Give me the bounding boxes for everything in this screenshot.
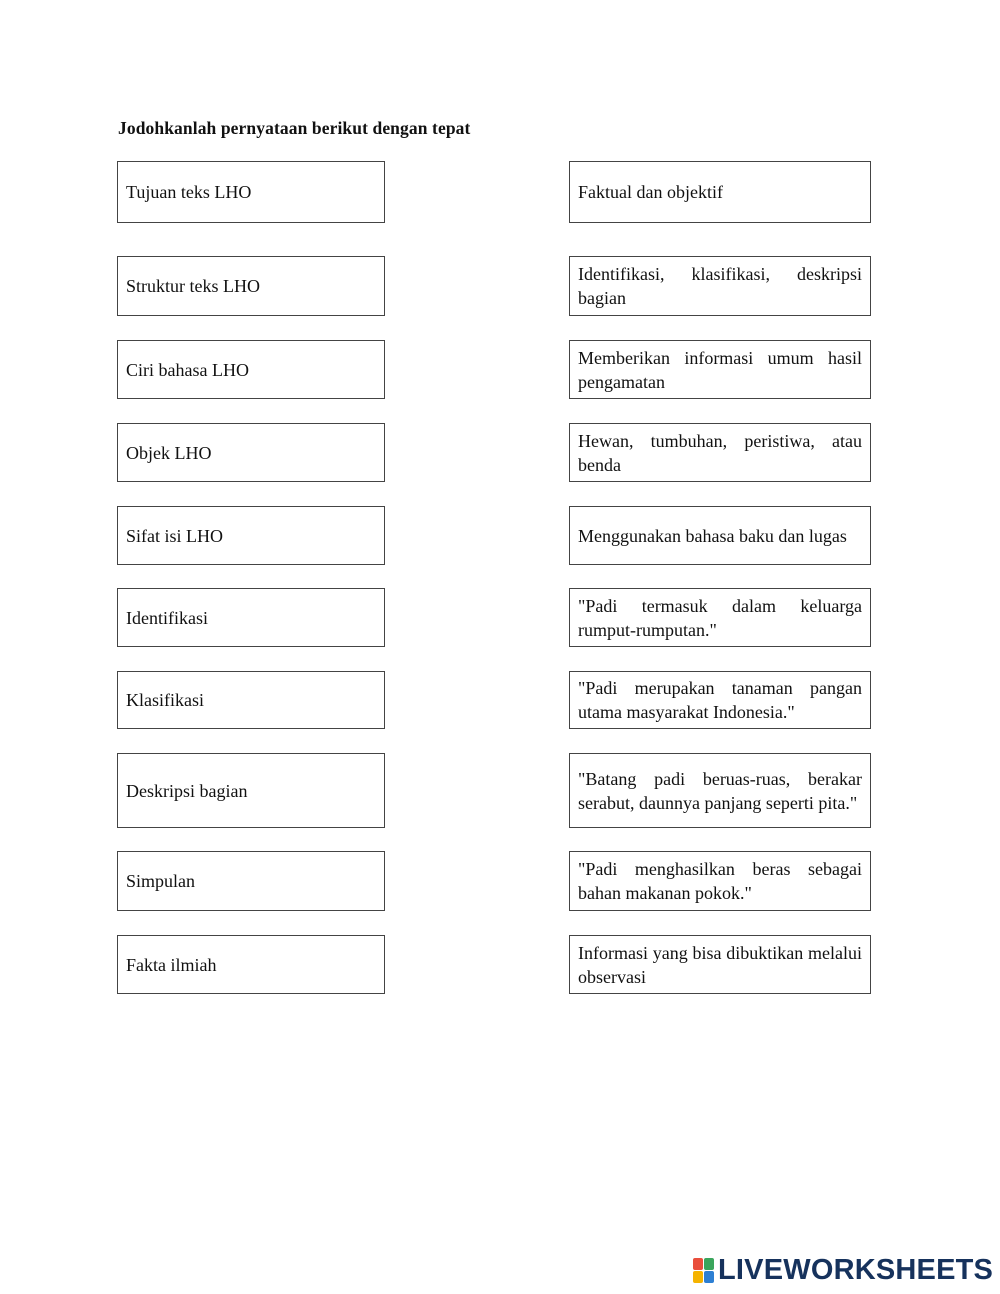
right-item-label: Hewan, tumbuhan, peristiwa, atau benda [578, 430, 862, 475]
logo-square [693, 1258, 703, 1270]
right-item-7[interactable] [569, 671, 871, 729]
right-item-10[interactable] [569, 935, 871, 994]
right-item-6[interactable] [569, 588, 871, 647]
logo-square [693, 1271, 703, 1283]
right-item-2[interactable] [569, 256, 871, 316]
logo-square [704, 1258, 714, 1270]
left-item-label: Klasifikasi [126, 690, 204, 710]
left-item-9[interactable] [117, 851, 385, 911]
logo-text: LIVEWORKSHEETS [718, 1253, 994, 1286]
right-item-label: "Padi menghasilkan beras sebagai bahan makanan pokok." [578, 859, 862, 903]
left-item-4[interactable] [117, 423, 385, 482]
right-item-8[interactable] [569, 753, 871, 828]
right-item-label: Informasi yang bisa dibuktikan melalui observasi [578, 942, 862, 987]
right-item-4[interactable] [569, 423, 871, 482]
left-item-label: Sifat isi LHO [126, 525, 223, 546]
page-title: Jodohkanlah pernyataan berikut dengan tepat [118, 118, 471, 138]
right-item-label: "Padi termasuk dalam keluarga rumput-rumputan." [578, 595, 862, 640]
right-item-label: Menggunakan bahasa baku dan lugas [578, 525, 847, 546]
right-item-label: Memberikan informasi umum hasil pengamatan [578, 347, 862, 392]
left-item-label: Ciri bahasa LHO [126, 359, 249, 380]
left-item-3[interactable] [117, 340, 385, 399]
logo-square [704, 1271, 714, 1283]
left-item-5[interactable] [117, 506, 385, 565]
left-item-8[interactable] [117, 753, 385, 828]
right-item-9[interactable] [569, 851, 871, 911]
left-item-1[interactable] [117, 161, 385, 223]
left-item-2[interactable] [117, 256, 385, 316]
logo-mark-icon [693, 1258, 714, 1283]
right-item-5[interactable] [569, 506, 871, 565]
liveworksheets-logo [693, 1253, 993, 1287]
right-item-3[interactable] [569, 340, 871, 399]
right-item-label: "Padi merupakan tanaman pangan utama masyarakat Indonesia." [578, 678, 862, 722]
left-item-label: Objek LHO [126, 442, 212, 463]
right-item-label: Identifikasi, klasifikasi, deskripsi bagian [578, 264, 862, 308]
left-item-label: Struktur teks LHO [126, 276, 260, 296]
left-item-10[interactable] [117, 935, 385, 994]
left-item-label: Fakta ilmiah [126, 954, 217, 975]
right-item-1[interactable] [569, 161, 871, 223]
left-item-label: Tujuan teks LHO [126, 182, 252, 202]
left-item-label: Identifikasi [126, 607, 208, 628]
right-item-label: Faktual dan objektif [578, 182, 723, 202]
left-item-7[interactable] [117, 671, 385, 729]
left-item-label: Deskripsi bagian [126, 780, 248, 801]
left-item-6[interactable] [117, 588, 385, 647]
right-item-label: "Batang padi beruas-ruas, berakar serabut, daunnya panjang seperti pita." [578, 768, 862, 813]
left-item-label: Simpulan [126, 871, 196, 891]
